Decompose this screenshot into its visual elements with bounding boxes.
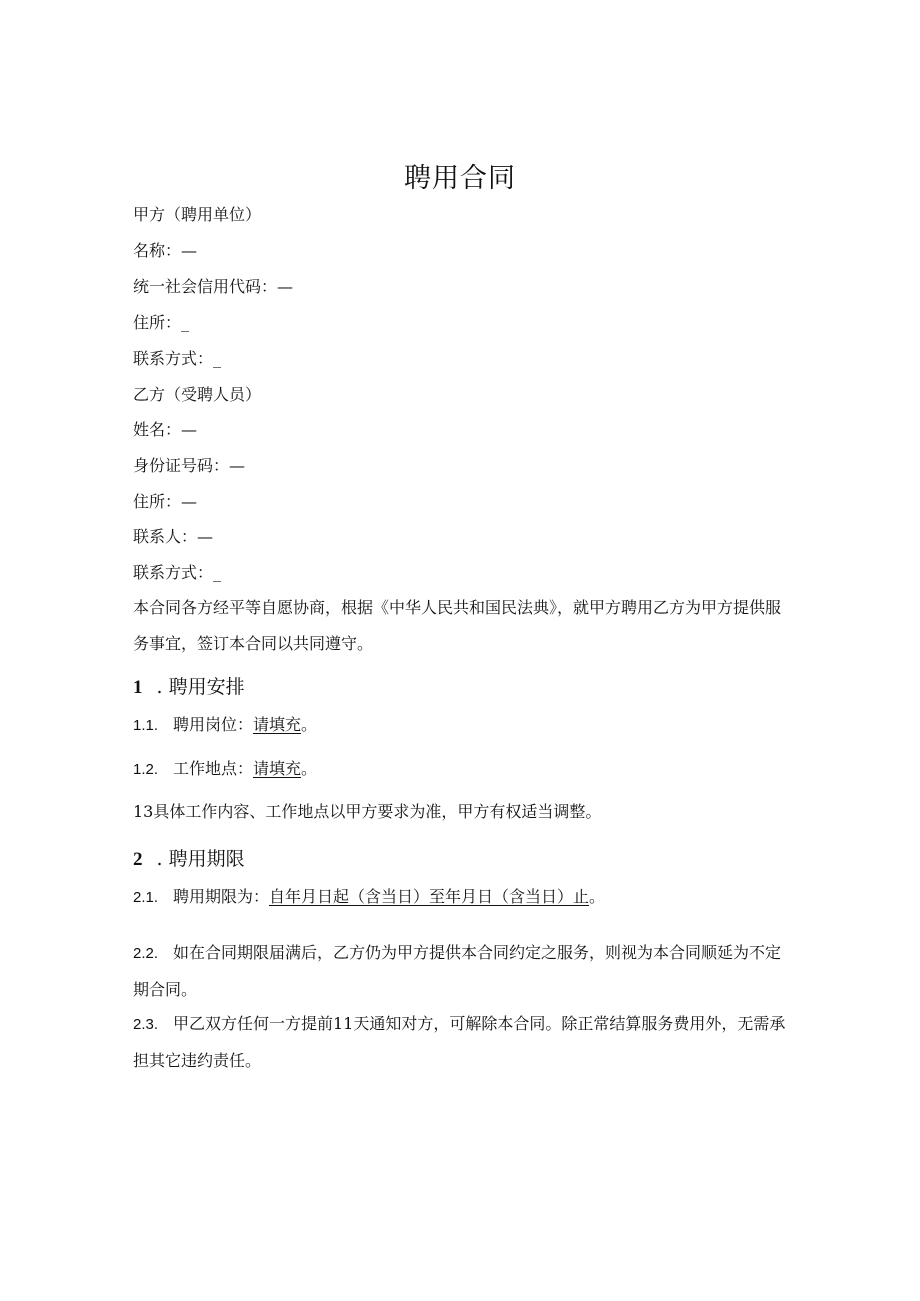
document-title: 聘用合同 xyxy=(404,163,516,194)
party-a-contact: 联系方式：_ xyxy=(133,349,222,368)
section-2-number: 2 xyxy=(133,849,143,870)
party-b-id-number: 身份证号码：— xyxy=(133,456,246,475)
party-b-address: 住所：— xyxy=(133,492,198,511)
party-a-heading: 甲方（聘用单位） xyxy=(133,205,262,224)
clause-1-1 xyxy=(133,715,317,736)
clause-1-2-end: 。 xyxy=(301,759,318,778)
section-1-heading xyxy=(133,676,245,699)
clause-2-1-number: 2.1. xyxy=(133,889,159,906)
clause-1-2-number: 1.2. xyxy=(133,761,159,778)
party-a-address: 住所：_ xyxy=(133,313,190,332)
clause-1-1-number: 1.1. xyxy=(133,717,159,734)
party-a-credit-code: 统一社会信用代码：— xyxy=(133,277,294,296)
clause-1-1-label: 聘用岗位： xyxy=(173,715,254,734)
clause-1-2-fill: 请填充 xyxy=(253,759,302,778)
clause-1-2-label: 工作地点： xyxy=(173,759,254,778)
section-1-title: . 聘用安排 xyxy=(156,676,245,698)
clause-2-2-number: 2.2. xyxy=(133,945,159,962)
clause-2-1-fill: 自年月日起（含当日）至年月日（含当日）止 xyxy=(269,887,590,906)
clause-2-1-end: 。 xyxy=(589,887,606,906)
clause-2-3-number: 2.3. xyxy=(133,1016,159,1033)
clause-2-3 xyxy=(133,1006,793,1079)
party-b-contact-person: 联系人：— xyxy=(133,527,214,546)
section-2-title: . 聘用期限 xyxy=(156,848,245,870)
clause-1-2 xyxy=(133,759,317,780)
clause-1-3: 13具体工作内容、工作地点以甲方要求为准，甲方有权适当调整。 xyxy=(133,802,602,821)
party-b-contact: 联系方式：_ xyxy=(133,563,222,582)
clause-1-1-fill: 请填充 xyxy=(253,715,302,734)
party-a-name: 名称：— xyxy=(133,241,198,260)
clause-2-2 xyxy=(133,935,793,1008)
party-b-heading: 乙方（受聘人员） xyxy=(133,385,262,404)
preamble-paragraph: 本合同各方经平等自愿协商，根据《中华人民共和国民法典》，就甲方聘用乙方为甲方提供服务事宜，签订本合同以共同遵守。 xyxy=(133,598,782,653)
clause-1-1-end: 。 xyxy=(301,715,318,734)
clause-2-1-label: 聘用期限为： xyxy=(173,887,270,906)
party-b-name: 姓名：— xyxy=(133,420,198,439)
clause-2-2-text: 如在合同期限届满后，乙方仍为甲方提供本合同约定之服务，则视为本合同顺延为不定期合同。 xyxy=(133,943,782,999)
clause-2-1 xyxy=(133,887,605,908)
section-2-heading xyxy=(133,848,245,871)
section-1-number: 1 xyxy=(133,677,143,698)
clause-2-3-text: 甲乙双方任何一方提前11天通知对方，可解除本合同。除正常结算服务费用外，无需承担其它违约责任。 xyxy=(133,1014,786,1070)
